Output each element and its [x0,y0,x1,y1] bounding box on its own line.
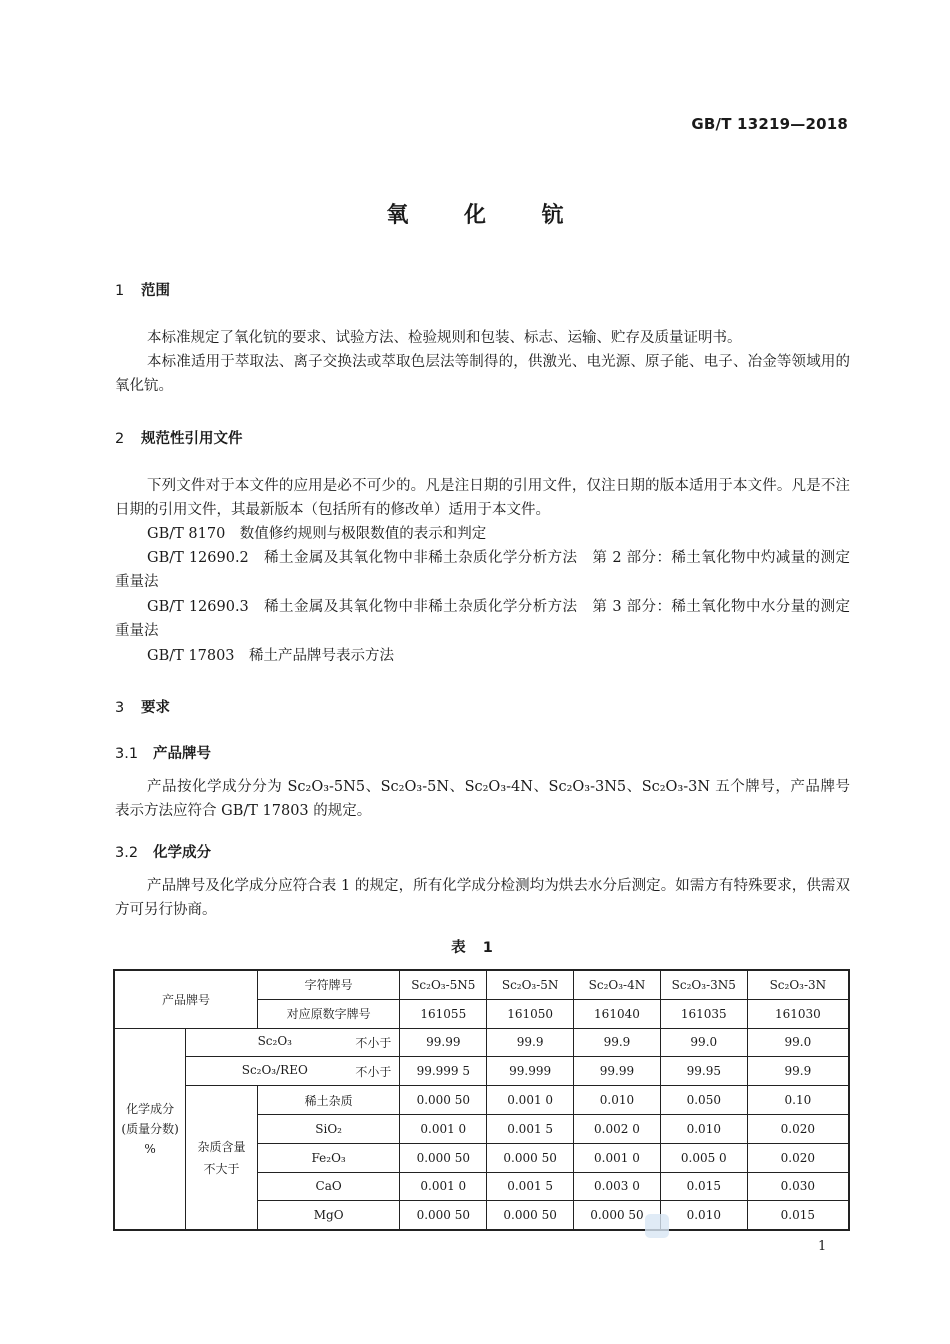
impurity-header: 杂质含量 不大于 [186,1086,258,1230]
row-label: SiO₂ [257,1114,399,1143]
section-title: 范围 [141,283,170,299]
grade-cell: Sc₂O₃-5N5 [400,970,487,999]
row-label: MgO [257,1201,399,1230]
value-cell: 0.001 0 [400,1172,487,1201]
value-cell: 0.050 [660,1086,747,1115]
document-title: 氧 化 钪 [386,203,588,228]
code-cell: 161040 [574,999,661,1028]
section-3-2-heading [115,841,211,862]
table-row [114,970,849,999]
value-cell: 99.9 [747,1057,849,1086]
value-cell: 0.000 50 [400,1201,487,1230]
char-brand-header: 字符牌号 [257,970,399,999]
value-cell: 0.015 [747,1201,849,1230]
row-label: Sc₂O₃/REO 不小于 [186,1057,400,1086]
paragraph: 产品牌号及化学成分应符合表 1 的规定，所有化学成分检测均为烘去水分后测定。如需方有特殊要求，供需双方可另行协商。 [115,878,850,919]
section-number: 2 [115,431,125,447]
value-cell: 0.001 0 [574,1143,661,1172]
table-row [114,1086,849,1115]
section-number: 3 [115,700,125,716]
paragraph: 本标准适用于萃取法、离子交换法或萃取色层法等制得的，供激光、电光源、原子能、电子、冶金等领域用的氧化钪。 [115,354,850,395]
value-cell: 99.95 [660,1057,747,1086]
value-cell: 0.020 [747,1114,849,1143]
code-cell: 161050 [487,999,574,1028]
section-2-heading [115,427,243,448]
section-3-heading [115,696,170,717]
value-cell: 99.9 [574,1028,661,1057]
paragraph: 本标准规定了氧化钪的要求、试验方法、检验规则和包装、标志、运输、贮存及质量证明书。 [147,330,742,346]
reference-item: GB/T 12690.3 稀土金属及其氧化物中非稀土杂质化学分析方法 第 3 部分：稀土氧化物中水分量的测定 重量法 [115,599,865,640]
value-cell: 0.000 50 [400,1086,487,1115]
row-label: Sc₂O₃ 不小于 [186,1028,400,1057]
value-cell: 0.010 [660,1114,747,1143]
value-cell: 0.002 0 [574,1114,661,1143]
reference-item: GB/T 12690.2 稀土金属及其氧化物中非稀土杂质化学分析方法 第 2 部分：稀土氧化物中灼减量的测定 重量法 [115,550,865,591]
table-caption: 表 1 [451,940,499,956]
row-label: CaO [257,1172,399,1201]
value-cell: 99.999 5 [400,1057,487,1086]
page-number: 1 [818,1239,827,1254]
value-cell: 0.001 5 [487,1114,574,1143]
value-cell: 99.0 [747,1028,849,1057]
reference-item: GB/T 8170 数值修约规则与极限数值的表示和判定 [147,526,487,542]
watermark-logo [645,1214,669,1238]
row-label: 稀土杂质 [257,1086,399,1115]
section-title: 要求 [141,700,170,716]
value-cell: 0.005 0 [660,1143,747,1172]
section-number: 3.2 [115,845,139,861]
value-cell: 0.001 5 [487,1172,574,1201]
section-title: 规范性引用文件 [141,431,243,447]
grade-cell: Sc₂O₃-4N [574,970,661,999]
chem-composition-header: 化学成分 (质量分数) % [114,1028,186,1230]
value-cell: 0.10 [747,1086,849,1115]
row-label: Fe₂O₃ [257,1143,399,1172]
code-cell: 161055 [400,999,487,1028]
value-cell: 0.003 0 [574,1172,661,1201]
table-row [114,1028,849,1057]
value-cell: 0.000 50 [487,1143,574,1172]
num-brand-header: 对应原数字牌号 [257,999,399,1028]
value-cell: 99.0 [660,1028,747,1057]
section-title: 化学成分 [153,845,211,861]
paragraph: 产品按化学成分分为 Sc₂O₃-5N5、Sc₂O₃-5N、Sc₂O₃-4N、Sc₂O₃-3N5、Sc₂O₃-3N 五个牌号，产品牌号表示方法应符合 GB/T 17803 的规定。 [115,779,850,820]
grade-cell: Sc₂O₃-5N [487,970,574,999]
value-cell: 0.015 [660,1172,747,1201]
code-cell: 161035 [660,999,747,1028]
value-cell: 0.030 [747,1172,849,1201]
grade-cell: Sc₂O₃-3N [747,970,849,999]
section-title: 产品牌号 [153,746,211,762]
value-cell: 0.001 0 [400,1114,487,1143]
value-cell: 0.000 50 [400,1143,487,1172]
value-cell: 0.001 0 [487,1086,574,1115]
table-row [114,1057,849,1086]
paragraph: 下列文件对于本文件的应用是必不可少的。凡是注日期的引用文件，仅注日期的版本适用于本文件。凡是不注日期的引用文件，其最新版本（包括所有的修改单）适用于本文件。 [115,478,850,519]
value-cell: 0.010 [660,1201,747,1230]
value-cell: 0.000 50 [487,1201,574,1230]
value-cell: 99.99 [574,1057,661,1086]
value-cell: 99.99 [400,1028,487,1057]
brand-header: 产品牌号 [114,970,257,1028]
value-cell: 0.010 [574,1086,661,1115]
standard-number: GB/T 13219—2018 [691,115,848,133]
value-cell: 99.999 [487,1057,574,1086]
section-number: 1 [115,283,125,299]
reference-item: GB/T 17803 稀土产品牌号表示方法 [147,648,395,664]
code-cell: 161030 [747,999,849,1028]
section-number: 3.1 [115,746,139,762]
value-cell: 0.020 [747,1143,849,1172]
section-1-heading [115,279,170,300]
grade-cell: Sc₂O₃-3N5 [660,970,747,999]
section-3-1-heading [115,742,211,763]
value-cell: 0.000 50 [574,1201,661,1230]
composition-table [113,969,850,1231]
value-cell: 99.9 [487,1028,574,1057]
